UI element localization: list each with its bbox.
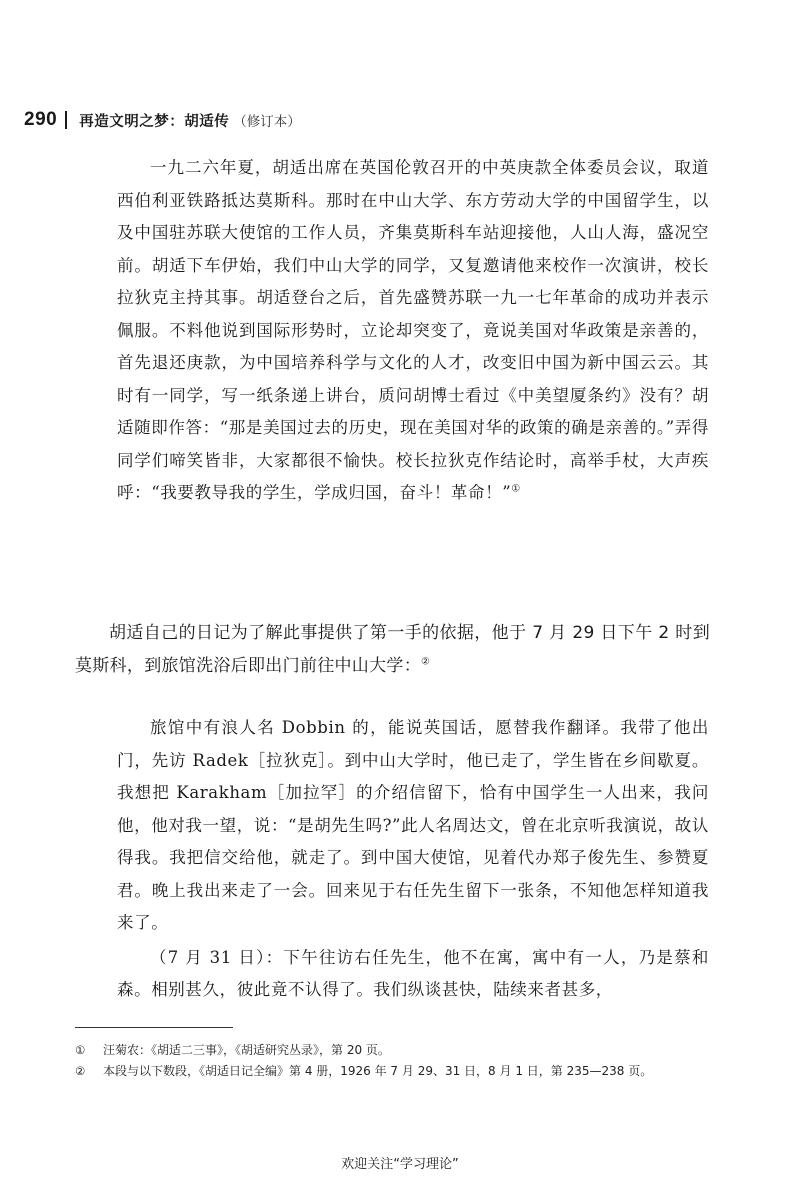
quote-paragraph-2: （7 月 31 日）：下午往访右任先生，他不在寓，寓中有一人，乃是蔡和森。相别甚久，彼此竟不认得了。我们纵谈甚快，陆续来者甚多，	[117, 947, 709, 999]
footnote-text: 本段与以下数段，《胡适日记全编》第 4 册，1926 年 7 月 29、31 日，8 月 1 日，第 235—238 页。	[103, 1064, 653, 1078]
quote-paragraph	[117, 152, 709, 510]
quote-text: 一九二六年夏，胡适出席在英国伦敦召开的中英庚款全体委员会议，取道西伯利亚铁路抵达莫斯科。那时在中山大学、东方劳动大学的中国留学生，以及中国驻苏联大使馆的工作人员，齐集莫斯科车站迎接他，人山人海，盛况空前。胡适下车伊始，我们中山大学的同学，又复邀请他来校作一次演讲，校长拉狄克主持其事。胡适登台之后，首先盛赞苏联一九一七年革命的成功并表示佩服。不料他说到国际形势时，立论却突变了，竟说美国对华政策是亲善的，首先退还庚款，为中国培养科学与文化的人才，改变旧中国为新中国云云。其时有一同学，写一纸条递上讲台，质问胡博士看过《中美望厦条约》没有？胡适随即作答：“那是美国过去的历史，现在美国对华的政策的确是亲善的。”弄得同学们啼笑皆非，大家都很不愉快。校长拉狄克作结论时，高举手杖，大声疾呼：“我要教导我的学生，学成归国，奋斗！革命！”	[117, 158, 709, 502]
header-divider	[65, 111, 67, 129]
body-text: 胡适自己的日记为了解此事提供了第一手的依据，他于 7 月 29 日下午 2 时到莫斯科，到旅馆洗浴后即出门前往中山大学：	[75, 623, 710, 676]
page-number: 290	[24, 109, 58, 130]
running-header	[24, 107, 301, 133]
body-paragraph-text	[75, 617, 710, 683]
footnote-ref-1[interactable]: ①	[511, 483, 521, 495]
footnote-2	[75, 1061, 715, 1082]
book-edition: （修订本）	[233, 114, 301, 130]
book-title: 再造文明之梦：胡适传	[79, 113, 230, 130]
block-quote-2	[117, 712, 709, 1007]
footnotes	[75, 1040, 715, 1082]
footnote-mark: ①	[75, 1043, 86, 1057]
footnote-text: 汪菊农：《胡适二三事》，《胡适研究丛录》，第 20 页。	[103, 1043, 390, 1057]
quote-paragraph-1: 旅馆中有浪人名 Dobbin 的，能说英国话，愿替我作翻译。我带了他出门，先访 Radek［拉狄克］。到中山大学时，他已走了，学生皆在乡间歇夏。我想把 Karakham［加拉罕］的介绍信留下，恰有中国学生一人出来，我问他，他对我一望，说：“是胡先生吗?”此人名周达文，曾在北京听我演说，故认得我。我把信交给他，就走了。到中国大使馆，见着代办郑子俊先生、参赞夏君。晚上我出来走了一会。回来见于右任先生留下一张条，不知他怎样知道我来了。	[117, 718, 709, 932]
block-quote-1	[117, 152, 709, 510]
footnote-1	[75, 1040, 715, 1061]
footnote-ref-2[interactable]: ②	[421, 656, 431, 668]
footnote-mark: ②	[75, 1064, 86, 1078]
body-paragraph	[75, 617, 710, 683]
page-footer: 欢迎关注“学习理论”	[341, 1157, 459, 1172]
footnote-rule	[75, 1027, 233, 1028]
